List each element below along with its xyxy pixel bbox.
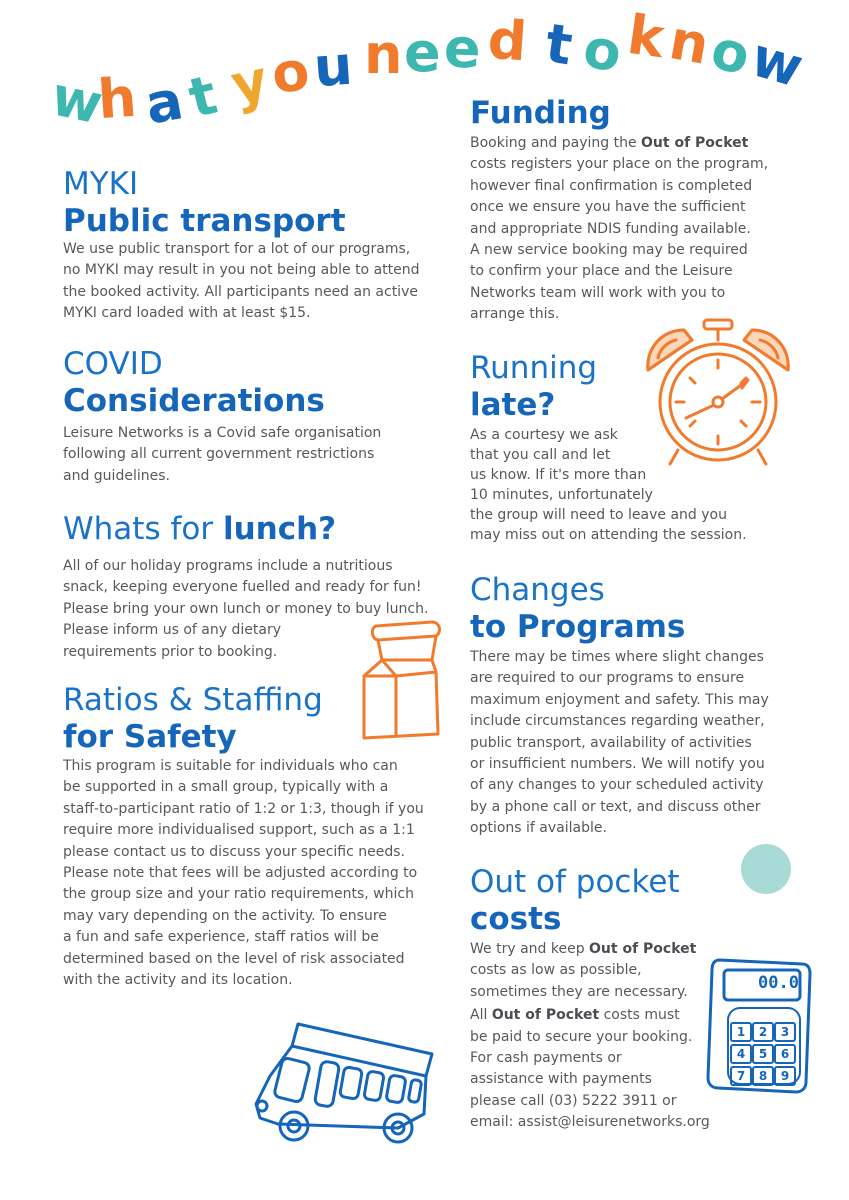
ratios-title: Ratios & Staffing <box>63 682 323 718</box>
calculator-key: 3 <box>774 1022 796 1042</box>
myki-subtitle: Public transport <box>63 203 346 239</box>
headline-letter: a <box>140 68 188 137</box>
headline-letter: o <box>267 38 314 107</box>
late-title: Running <box>470 350 598 386</box>
late-subtitle: late? <box>470 387 556 423</box>
section-myki <box>63 166 453 325</box>
funding-title: Funding <box>470 95 611 131</box>
covid-title: COVID <box>63 346 163 382</box>
funding-body-pre: Booking and paying the <box>470 135 642 151</box>
headline-letter: n <box>364 23 403 86</box>
changes-title: Changes <box>470 572 605 608</box>
myki-title: MYKI <box>63 166 139 202</box>
costs-p2-pre: All <box>470 1007 492 1024</box>
costs-p1-bold: Out of Pocket <box>589 941 697 957</box>
section-funding <box>470 94 810 326</box>
costs-p1-post: costs as low as possible, sometimes they are necessary. <box>470 962 688 1000</box>
funding-body-bold: Out of Pocket <box>641 135 749 151</box>
headline-letter: w <box>744 25 810 100</box>
headline-letter: w <box>46 64 108 137</box>
headline-letter: t <box>541 11 577 78</box>
calculator-keypad <box>730 1022 794 1086</box>
calculator-display: 00.0 <box>758 973 799 993</box>
late-body: As a courtesy we ask that you call and let us know. If it's more than 10 minutes, unfortunately the group will need to leave and you may miss out on attending the session. <box>470 427 747 543</box>
calculator-key: 6 <box>774 1044 796 1064</box>
lunch-title <box>63 510 453 553</box>
headline-letter: u <box>311 33 355 100</box>
headline-letter: y <box>225 48 274 117</box>
calculator-key: 5 <box>752 1044 774 1064</box>
costs-p2-bold: Out of Pocket <box>491 1007 600 1024</box>
myki-body: We use public transport for a lot of our programs, no MYKI may result in you not being able to attend the booked activity. All participants need an active MYKI card loaded with at least $15. <box>63 241 420 322</box>
ratios-body: This program is suitable for individuals who can be supported in a small group, typically with a staff-to-participant ratio of 1:2 or 1:3, though if you require more individualised support, such as a 1:1 please contact us to discuss your specific needs. Please note that fees will be adjusted according to the group size and your ratio requirements, which may vary depending on the activity. To ensure a fun and safe experience, staff ratios will be determined based on the level of risk associated with the activity and its location. <box>63 758 424 989</box>
alarm-clock-icon <box>640 318 796 468</box>
costs-p1-pre: We try and keep <box>470 941 590 957</box>
costs-subtitle: costs <box>470 901 562 937</box>
calculator-icon <box>706 956 812 1096</box>
costs-p2-post: costs must be paid to secure your booking. For cash payments or assistance with payments please call (03) 5222 3911 or email: assist@leisurenetworks.org <box>470 1007 710 1131</box>
changes-subtitle: to Programs <box>470 609 686 645</box>
funding-body <box>470 133 810 326</box>
changes-body: There may be times where slight changes are required to our programs to ensure maximum enjoyment and safety. This may include circumstances regarding weather, public transport, availability of activities or insufficient numbers. We will notify you of any changes to your scheduled activity by a phone call or text, and discuss other options if available. <box>470 649 769 837</box>
bus-icon <box>248 1016 442 1144</box>
calculator-key: 1 <box>730 1022 752 1042</box>
headline-letter: d <box>485 7 529 74</box>
ratios-subtitle: for Safety <box>63 719 237 755</box>
calculator-key: 7 <box>730 1066 752 1086</box>
headline-letter: e <box>442 16 482 81</box>
lunch-title-bold: lunch? <box>222 511 337 547</box>
headline-letter: o <box>578 16 627 85</box>
headline-letter: o <box>705 17 757 88</box>
teal-dot <box>741 844 791 894</box>
covid-body: Leisure Networks is a Covid safe organisation following all current government restrictions and guidelines. <box>63 425 382 484</box>
section-changes <box>470 572 810 840</box>
costs-title: Out of pocket <box>470 864 680 900</box>
headline-letter: n <box>664 8 714 77</box>
headline-letter: k <box>623 2 669 71</box>
section-covid <box>63 346 453 487</box>
lunch-title-light: Whats for <box>63 511 223 547</box>
funding-body-post: costs registers your place on the program, however final confirmation is completed once we ensure you have the sufficient and appropriate NDIS funding available. A new service booking may be required to confirm your place and the Leisure Networks team will work with you to arrange this. <box>470 156 769 323</box>
calculator-key: 4 <box>730 1044 752 1064</box>
lunch-body: All of our holiday programs include a nutritious snack, keeping everyone fuelled and ready for fun! Please bring your own lunch or money to buy lunch. Please inform us of any dietary requirements prior to booking. <box>63 558 429 660</box>
covid-subtitle: Considerations <box>63 383 325 419</box>
calculator-key: 8 <box>752 1066 774 1086</box>
headline-letter: e <box>404 21 441 84</box>
headline-letter: t <box>182 62 223 131</box>
headline-letter: h <box>95 65 139 132</box>
calculator-key: 9 <box>774 1066 796 1086</box>
calculator-key: 2 <box>752 1022 774 1042</box>
lunch-bag-icon <box>358 616 444 742</box>
